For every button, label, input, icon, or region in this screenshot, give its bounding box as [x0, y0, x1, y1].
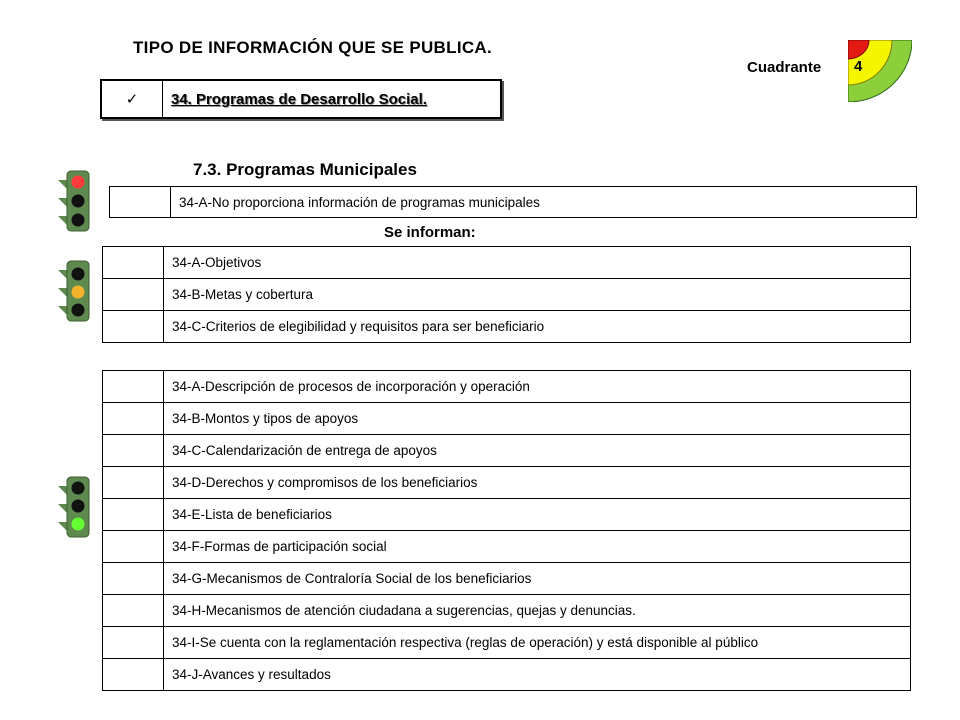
yellow-light-table — [102, 246, 911, 343]
section-header-box — [100, 79, 502, 119]
table-row — [103, 467, 911, 499]
table-row — [103, 563, 911, 595]
section-header: 34. Programas de Desarrollo Social. — [171, 90, 427, 108]
blank-cell — [103, 467, 164, 499]
table-cell: 34-C-Calendarización de entrega de apoyos — [164, 435, 911, 467]
table-row — [103, 499, 911, 531]
table-row — [103, 435, 911, 467]
blank-cell — [103, 279, 164, 311]
table-row — [103, 311, 911, 343]
table-cell: 34-F-Formas de participación social — [164, 531, 911, 563]
blank-cell — [103, 499, 164, 531]
checkmark-icon: ✓ — [102, 81, 163, 117]
blank-cell — [103, 247, 164, 279]
blank-cell — [110, 187, 171, 218]
blank-cell — [103, 371, 164, 403]
table-row — [103, 531, 911, 563]
table-cell: 34-B-Montos y tipos de apoyos — [164, 403, 911, 435]
table-cell: 34-D-Derechos y compromisos de los beneficiarios — [164, 467, 911, 499]
section-subtitle: 7.3. Programas Municipales — [193, 160, 417, 179]
table-cell: 34-H-Mecanismos de atención ciudadana a sugerencias, quejas y denuncias. — [164, 595, 911, 627]
table-cell: 34-J-Avances y resultados — [164, 659, 911, 691]
table-cell: 34-A-No proporciona información de programas municipales — [171, 187, 917, 218]
blank-cell — [103, 595, 164, 627]
traffic-light-green-icon — [56, 476, 92, 538]
table-cell: 34-A-Objetivos — [164, 247, 911, 279]
table-row — [103, 627, 911, 659]
table-cell: 34-G-Mecanismos de Contraloría Social de los beneficiarios — [164, 563, 911, 595]
red-light-table — [109, 186, 917, 218]
cuadrante-number: 4 — [854, 58, 863, 75]
traffic-light-red-icon — [56, 170, 92, 232]
blank-cell — [103, 403, 164, 435]
traffic-light-yellow-icon — [56, 260, 92, 322]
blank-cell — [103, 627, 164, 659]
table-cell: 34-I-Se cuenta con la reglamentación respectiva (reglas de operación) y está disponible al público — [164, 627, 911, 659]
blank-cell — [103, 563, 164, 595]
table-row — [110, 187, 917, 218]
table-row — [103, 595, 911, 627]
blank-cell — [103, 311, 164, 343]
blank-cell — [103, 435, 164, 467]
table-row — [103, 659, 911, 691]
table-cell: 34-C-Criterios de elegibilidad y requisitos para ser beneficiario — [164, 311, 911, 343]
table-cell: 34-B-Metas y cobertura — [164, 279, 911, 311]
blank-cell — [103, 659, 164, 691]
se-informan-heading: Se informan: — [384, 224, 476, 241]
table-row — [103, 247, 911, 279]
quadrant-icon — [848, 40, 912, 102]
table-row — [103, 403, 911, 435]
table-row — [103, 279, 911, 311]
cuadrante-label: Cuadrante — [747, 59, 822, 76]
table-cell: 34-E-Lista de beneficiarios — [164, 499, 911, 531]
page-title: TIPO DE INFORMACIÓN QUE SE PUBLICA. — [133, 38, 493, 57]
blank-cell — [103, 531, 164, 563]
table-row — [103, 371, 911, 403]
green-light-table — [102, 370, 911, 691]
table-cell: 34-A-Descripción de procesos de incorporación y operación — [164, 371, 911, 403]
